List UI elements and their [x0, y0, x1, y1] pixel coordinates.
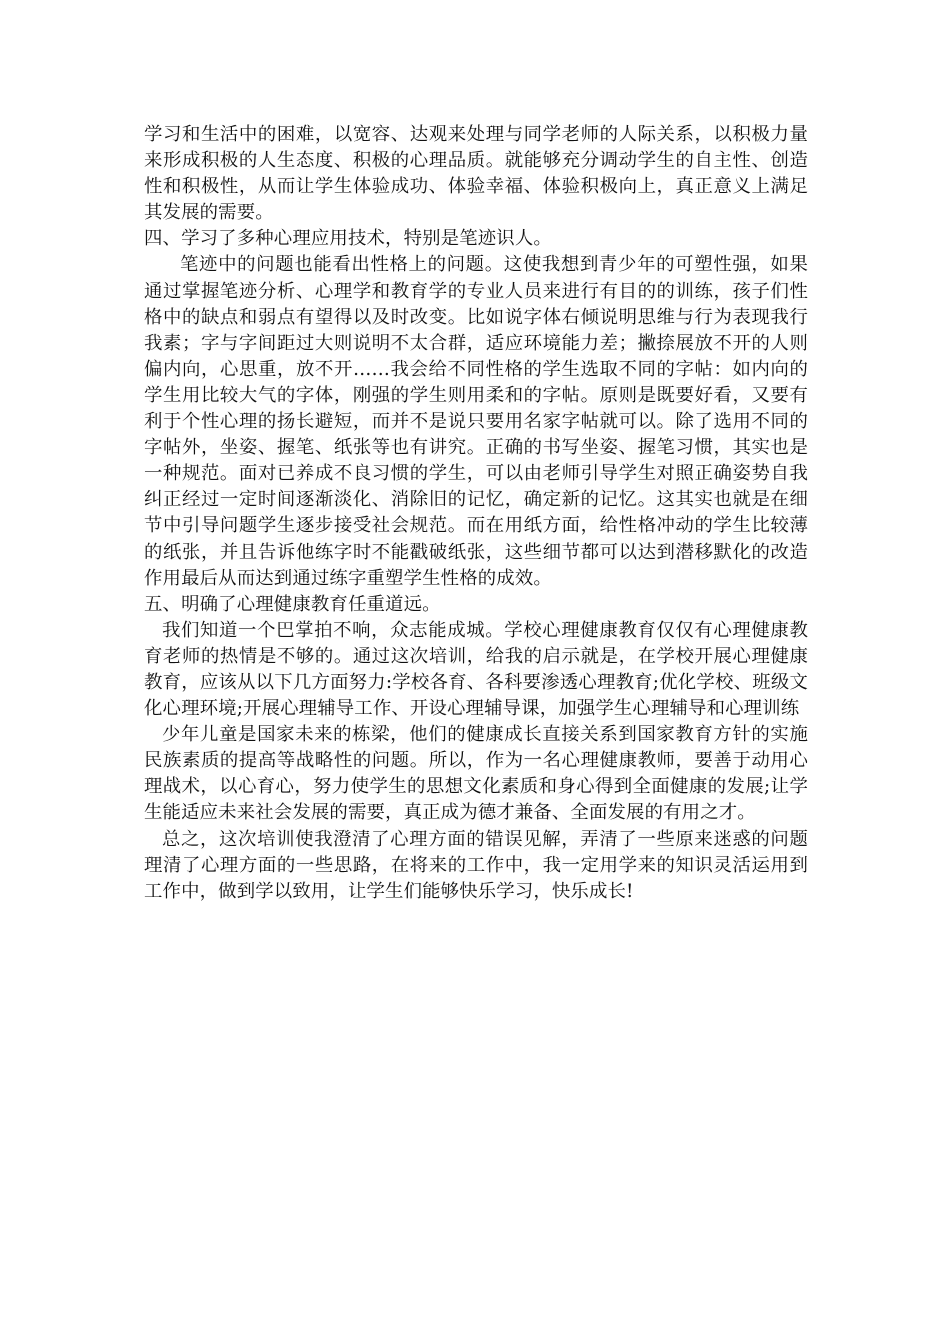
paragraph-conclusion: 总之，这次培训使我澄清了心理方面的错误见解，弄清了一些原来迷惑的问题理清了心理方面的一些思路，在将来的工作中，我一定用学来的知识灵活运用到工作中，做到学以致用，让学生们能够快乐学习，快乐成长!: [144, 828, 808, 902]
paragraph-handwriting: 笔迹中的问题也能看出性格上的问题。这使我想到青少年的可塑性强，如果通过掌握笔迹分析、心理学和教育学的专业人员来进行有目的的训练，孩子们性格中的缺点和弱点有望得以及时改变。比如说字体右倾说明思维与行为表现我行我素；字与字间距过大则说明不太合群，适应环境能力差；撇捺展放不开的人则偏内向，心思重，放不开……我会给不同性格的学生选取不同的字帖：如内向的学生用比较大气的字体，刚强的学生则用柔和的字帖。原则是既要好看，又要有利于个性心理的扬长避短，而并不是说只要用名家字帖就可以。除了选用不同的字帖外，坐姿、握笔、纸张等也有讲究。正确的书写坐姿、握笔习惯，其实也是一种规范。面对已养成不良习惯的学生，可以由老师引导学生对照正确姿势自我纠正经过一定时间逐渐淡化、消除旧的记忆，确定新的记忆。这其实也就是在细节中引导问题学生逐步接受社会规范。而在用纸方面，给性格冲动的学生比较薄的纸张，并且告诉他练字时不能戳破纸张，这些细节都可以达到潜移默化的改造作用最后从而达到通过练字重塑学生性格的成效。: [144, 254, 808, 589]
document-body: [144, 122, 808, 905]
paragraph-children-future: 少年儿童是国家未来的栋梁，他们的健康成长直接关系到国家教育方针的实施民族素质的提高等战略性的问题。所以，作为一名心理健康教师，要善于动用心理战术，以心育心，努力使学生的思想文化素质和身心得到全面健康的发展;让学生能适应未来社会发展的需要，真正成为德才兼备、全面发展的有用之才。: [144, 724, 808, 824]
paragraph-school-efforts: 我们知道一个巴掌拍不响，众志能成城。学校心理健康教育仅仅有心理健康教育老师的热情是不够的。通过这次培训，给我的启示就是，在学校开展心理健康教育，应该从以下几方面努力:学校各育、各科要渗透心理教育;优化学校、班级文化心理环境;开展心理辅导工作、开设心理辅导课，加强学生心理辅导和心理训练: [144, 619, 808, 720]
section-heading-five: 五、明确了心理健康教育任重道远。: [144, 593, 441, 615]
section-heading-four: 四、学习了多种心理应用技术，特别是笔迹识人。: [144, 228, 552, 250]
paragraph-continuation: 学习和生活中的困难，以宽容、达观来处理与同学老师的人际关系，以积极力量来形成积极的人生态度、积极的心理品质。就能够充分调动学生的自主性、创造性和积极性，从而让学生体验成功、体验幸福、体验积极向上，真正意义上满足其发展的需要。: [144, 124, 808, 224]
